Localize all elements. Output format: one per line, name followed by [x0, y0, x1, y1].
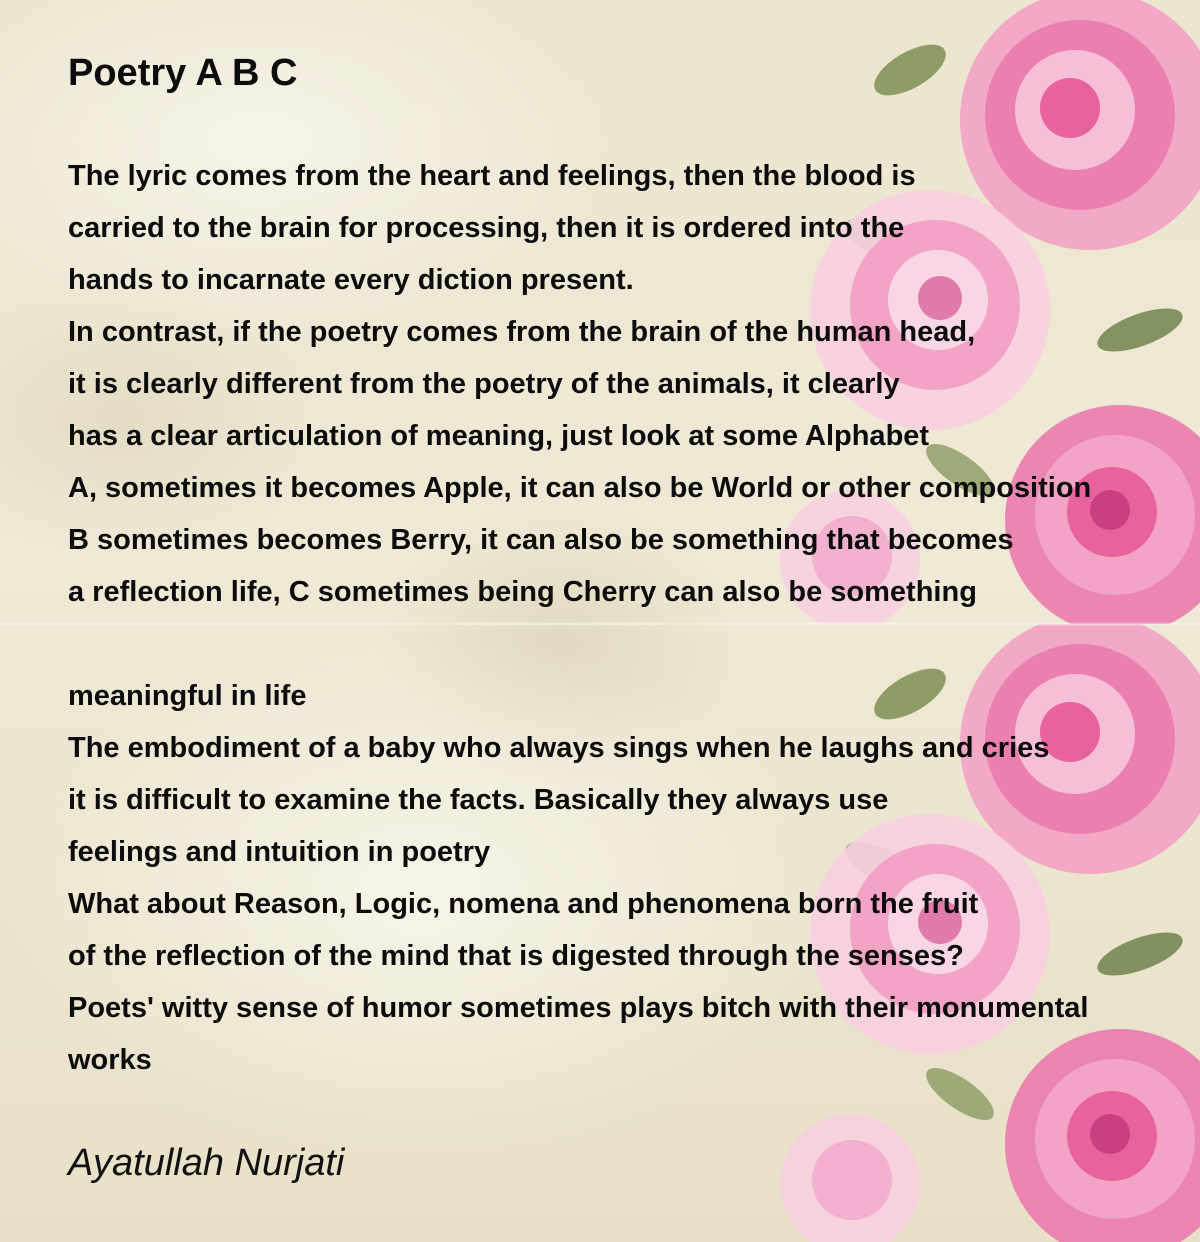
poem-line: A, sometimes it becomes Apple, it can also be World or other composition: [68, 472, 1092, 504]
stanza-1: [68, 150, 1091, 618]
poem-line: works: [68, 1044, 152, 1076]
poem-line: has a clear articulation of meaning, just look at some Alphabet: [68, 420, 930, 452]
poem-line: What about Reason, Logic, nomena and phenomena born the fruit: [68, 888, 979, 920]
poem-line: The lyric comes from the heart and feelings, then the blood is: [68, 160, 916, 192]
poem-line: it is clearly different from the poetry of the animals, it clearly: [68, 368, 900, 400]
stanza-2: [68, 670, 1088, 1086]
poem-line: B sometimes becomes Berry, it can also be something that becomes: [68, 524, 1014, 556]
poem-author: Ayatullah Nurjati: [68, 1142, 345, 1184]
poem-line: it is difficult to examine the facts. Basically they always use: [68, 784, 889, 816]
poem-line: The embodiment of a baby who always sings when he laughs and cries: [68, 732, 1050, 764]
poem-line: In contrast, if the poetry comes from the brain of the human head,: [68, 316, 976, 348]
poem-line: Poets' witty sense of humor sometimes plays bitch with their monumental: [68, 992, 1089, 1024]
poem-line: feelings and intuition in poetry: [68, 836, 491, 868]
poem-title: Poetry A B C: [68, 52, 298, 94]
poem-line: hands to incarnate every diction present.: [68, 264, 634, 296]
poem-line: carried to the brain for processing, then it is ordered into the: [68, 212, 905, 244]
poem-line: of the reflection of the mind that is digested through the senses?: [68, 940, 964, 972]
poem-line: a reflection life, C sometimes being Cherry can also be something: [68, 576, 977, 608]
poem-line: meaningful in life: [68, 680, 307, 712]
